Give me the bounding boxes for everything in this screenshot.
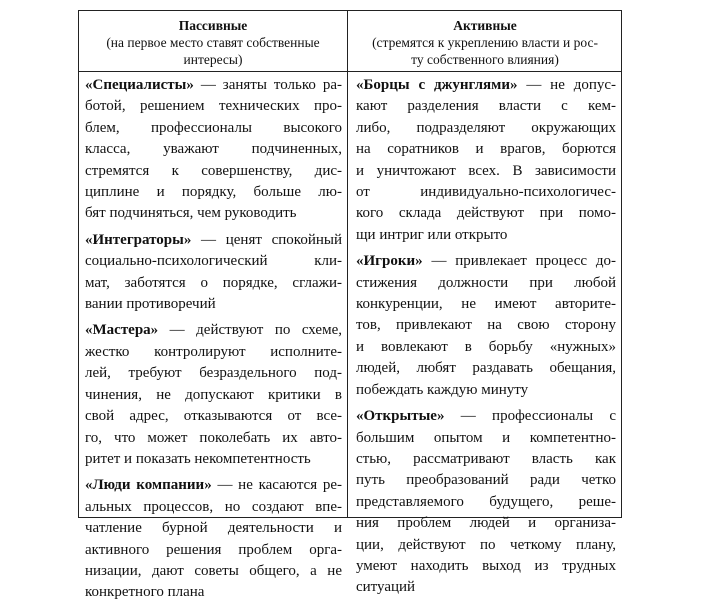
- passive-subtitle-line: интересы): [183, 52, 243, 67]
- passive-type-entry: [85, 320, 342, 470]
- type-name: «Борцы с джунглями»: [356, 77, 518, 93]
- entry-line: стремятся к совершенству, дис-: [85, 162, 342, 179]
- entry-line: бят подчиняться, чем руководить: [85, 205, 297, 222]
- entry-line: и уничтожают всех. В зависимости: [356, 162, 616, 179]
- passive-type-entry: [85, 75, 342, 225]
- entry-line: щи интриг или открыто: [356, 226, 508, 243]
- entry-line: путь преобразований ради четко: [356, 472, 616, 489]
- entry-line: го, что может поколебать их авто-: [85, 429, 342, 446]
- header-divider: [79, 71, 621, 72]
- active-subtitle-line: ту собственного влияния): [411, 52, 559, 67]
- entry-line: социально-психологический кли-: [85, 253, 342, 270]
- active-type-entry: [356, 251, 616, 401]
- entry-line: конкуренции, не имеют авторите-: [356, 296, 616, 313]
- entry-line: кают разделения власти с кем-: [356, 98, 616, 115]
- type-description: — ценят спокойный: [191, 231, 342, 248]
- entry-line: чатление бурной деятельности и: [85, 520, 342, 537]
- entry-line: ритет и показать некомпетентность: [85, 450, 311, 467]
- active-subtitle-line: (стремятся к укреплению власти и рос-: [372, 35, 598, 50]
- entry-line: стью, рассматривают власть как: [356, 450, 616, 467]
- passive-subtitle-line: (на первое место ставят собственные: [106, 35, 320, 50]
- type-name: «Интеграторы»: [85, 231, 192, 248]
- active-title: Активные: [453, 18, 517, 33]
- entry-line: чинения, не допускают критики в: [85, 386, 342, 403]
- entry-line: ботой, решением технических про-: [85, 98, 342, 115]
- passive-title: Пассивные: [178, 18, 248, 33]
- entry-line: низации, дают советы общего, а не: [85, 562, 342, 579]
- passive-header: [79, 17, 347, 68]
- entry-line: стижения должности при любой: [356, 274, 616, 291]
- entry-line: [85, 475, 342, 496]
- leadership-types-table: [78, 10, 622, 601]
- type-name: «Люди компании»: [85, 477, 212, 494]
- active-column: [356, 75, 616, 604]
- entry-line: умеют находить выход из трудных: [356, 557, 616, 574]
- type-name: «Открытые»: [356, 408, 445, 425]
- type-description: — заняты только ра-: [193, 77, 342, 93]
- entry-line: большим опытом и компетентно-: [356, 429, 616, 446]
- entry-line: мат, заботятся о порядке, сглажи-: [85, 274, 342, 291]
- entry-line: циплине и порядку, больше лю-: [85, 184, 342, 201]
- entry-line: и вовлекают в борьбу «нужных»: [356, 338, 616, 355]
- entry-line: ции, действуют по четкому плану,: [356, 536, 616, 553]
- entry-line: [356, 251, 616, 272]
- entry-line: представляемого будущего, реше-: [356, 493, 616, 510]
- entry-line: жестко контролируют исполните-: [85, 343, 342, 360]
- entry-line: [356, 75, 616, 96]
- passive-type-entry: [85, 230, 342, 316]
- active-header: [349, 17, 621, 68]
- entry-line: побеждать каждую минуту: [356, 381, 529, 398]
- column-divider: [347, 11, 348, 517]
- entry-line: [85, 230, 342, 251]
- active-type-entry: [356, 406, 616, 599]
- type-description: — не допус-: [517, 77, 617, 93]
- entry-line: альных процессов, но создают впе-: [85, 498, 342, 515]
- type-description: — привлекает процесс до-: [422, 253, 616, 270]
- type-description: — не касаются ре-: [211, 477, 342, 494]
- entry-line: [85, 75, 342, 96]
- entry-line: лей, требуют безраздельного под-: [85, 365, 342, 382]
- entry-line: людей, любят раздавать обещания,: [356, 360, 616, 377]
- entry-line: на соратников и врагов, борются: [356, 141, 616, 158]
- entry-line: тов, привлекают на свою сторону: [356, 317, 616, 334]
- entry-line: либо, подразделяют окружающих: [356, 119, 616, 136]
- entry-line: [356, 406, 616, 427]
- entry-line: класса, уважают подчиненных,: [85, 141, 342, 158]
- type-description: — профессионалы с: [444, 408, 616, 425]
- type-description: — действуют по схеме,: [158, 322, 342, 339]
- entry-line: от индивидуально-психологичес-: [356, 184, 616, 201]
- entry-line: блем, профессионалы высокого: [85, 119, 342, 136]
- entry-line: кого склада действуют при помо-: [356, 205, 616, 222]
- entry-line: ситуаций: [356, 579, 416, 596]
- entry-line: активного решения проблем орга-: [85, 541, 342, 558]
- passive-column: [85, 75, 342, 609]
- type-name: «Игроки»: [356, 253, 423, 270]
- type-name: «Специалисты»: [85, 77, 194, 93]
- active-type-entry: [356, 75, 616, 246]
- entry-line: свой адрес, отказываются от все-: [85, 408, 342, 425]
- entry-line: ния проблем людей и организа-: [356, 515, 616, 532]
- entry-line: [85, 320, 342, 341]
- entry-line: конкретного плана: [85, 584, 205, 601]
- type-name: «Мастера»: [85, 322, 159, 339]
- entry-line: вании противоречий: [85, 296, 216, 313]
